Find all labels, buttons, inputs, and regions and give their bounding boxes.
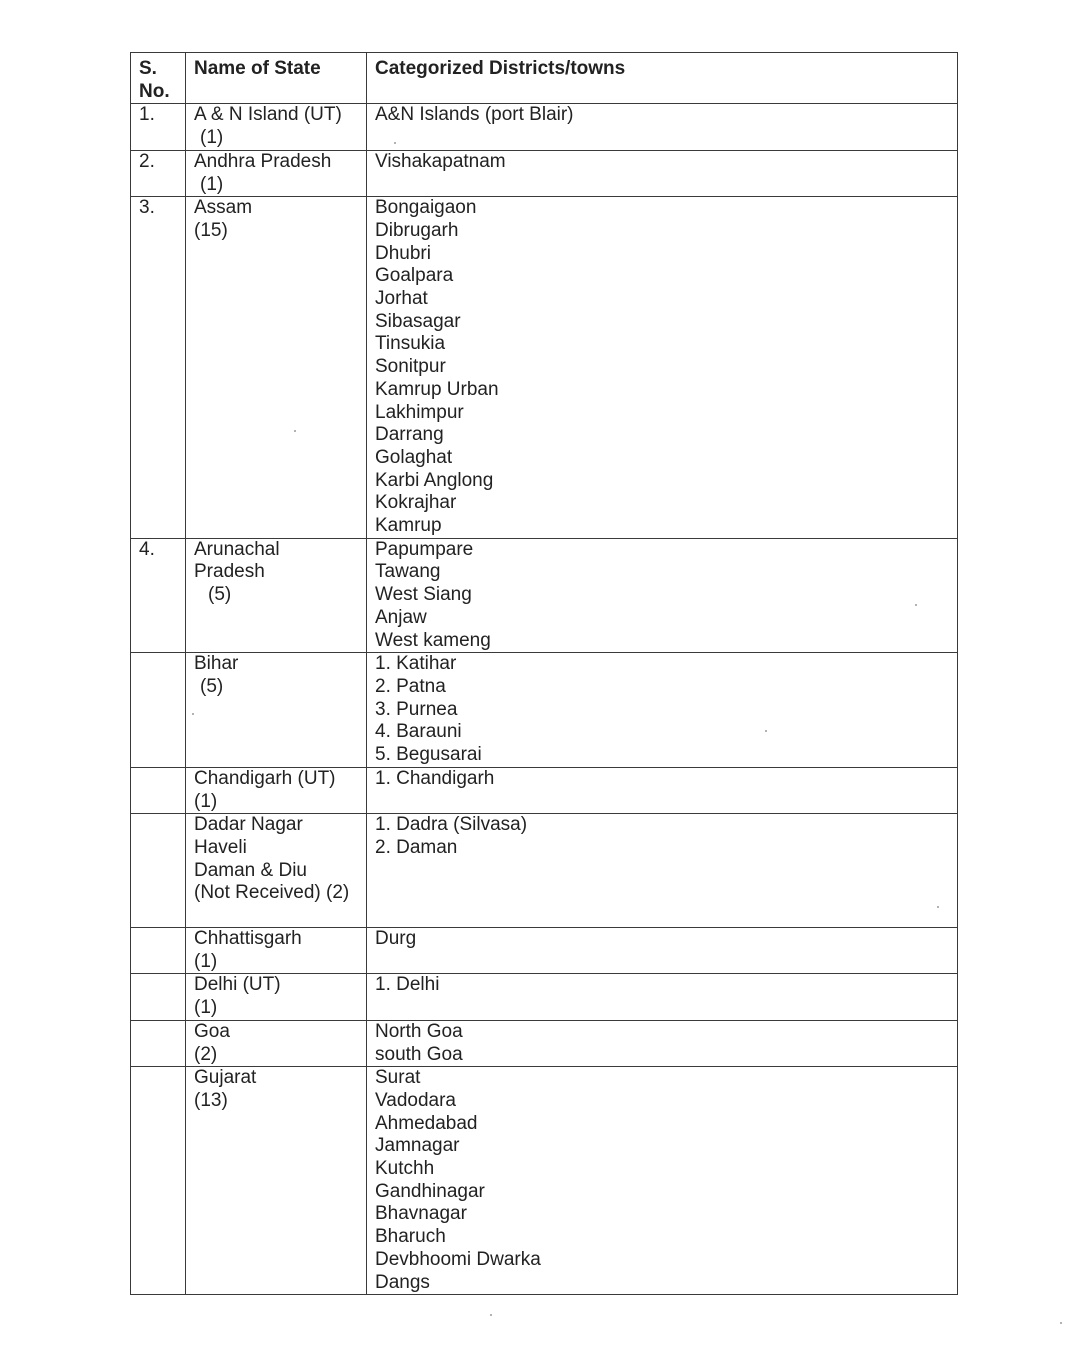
state-district-table — [130, 52, 958, 1295]
district-line: 1. Katihar — [375, 653, 457, 675]
table-row — [131, 974, 958, 1020]
state-line: Gujarat — [194, 1067, 257, 1089]
district-line: Durg — [375, 928, 417, 950]
district-line: Bongaigaon — [375, 197, 477, 219]
state-line: Goa — [194, 1020, 230, 1042]
district-line: A&N Islands (port Blair) — [375, 104, 574, 126]
district-line: 3. Purnea — [375, 698, 458, 720]
district-line: Gandhinagar — [375, 1180, 485, 1202]
state-cell — [186, 974, 367, 1020]
district-line: Jamnagar — [375, 1135, 460, 1157]
scan-speck — [294, 430, 296, 432]
district-line: Tawang — [375, 561, 441, 583]
districts-cell — [367, 767, 958, 813]
district-line: Sonitpur — [375, 356, 446, 378]
scan-speck — [394, 142, 396, 144]
state-line: Arunachal — [194, 538, 280, 560]
table-row — [131, 1067, 958, 1295]
state-line: (1) — [194, 997, 218, 1019]
sno-cell — [131, 974, 186, 1020]
table-row — [131, 150, 958, 196]
district-line: Anjaw — [375, 606, 427, 628]
table-row — [131, 104, 958, 150]
sno-cell: 2. — [131, 150, 186, 196]
district-line: Bhavnagar — [375, 1203, 467, 1225]
table-row — [131, 1020, 958, 1066]
districts-cell — [367, 197, 958, 539]
table-row — [131, 538, 958, 653]
districts-cell — [367, 1020, 958, 1066]
districts-cell — [367, 1067, 958, 1295]
state-line: Haveli — [194, 836, 247, 858]
district-line: Kokrajhar — [375, 492, 457, 514]
state-line: A & N Island (UT) — [194, 104, 342, 126]
state-line: (1) — [200, 173, 224, 195]
district-line: Devbhoomi Dwarka — [375, 1248, 541, 1270]
district-line: Kamrup Urban — [375, 378, 499, 400]
state-cell — [186, 1067, 367, 1295]
state-cell — [186, 150, 367, 196]
district-line: West Siang — [375, 584, 472, 606]
district-line: Lakhimpur — [375, 401, 464, 423]
district-line: 4. Barauni — [375, 721, 462, 743]
scan-speck — [937, 906, 939, 908]
district-line: Tinsukia — [375, 333, 446, 355]
district-line: Dibrugarh — [375, 219, 459, 241]
sno-cell — [131, 1067, 186, 1295]
districts-cell — [367, 974, 958, 1020]
sno-cell: 4. — [131, 538, 186, 653]
district-line: Dangs — [375, 1271, 430, 1293]
state-line: (Not Received) (2) — [194, 882, 350, 904]
state-line: (15) — [194, 219, 228, 241]
districts-cell — [367, 928, 958, 974]
district-line: West kameng — [375, 629, 491, 651]
district-line: 2. Patna — [375, 675, 446, 697]
state-line: Chandigarh (UT) — [194, 767, 336, 789]
state-cell — [186, 197, 367, 539]
table-row — [131, 814, 958, 928]
district-line: Karbi Anglong — [375, 469, 494, 491]
header-districts: Categorized Districts/towns — [367, 53, 958, 104]
scan-speck — [490, 1314, 492, 1316]
district-line: 5. Begusarai — [375, 744, 482, 766]
sno-cell — [131, 928, 186, 974]
table-body — [131, 104, 958, 1295]
state-line: Andhra Pradesh — [194, 150, 332, 172]
state-cell — [186, 104, 367, 150]
state-line: (1) — [194, 790, 218, 812]
district-line: Jorhat — [375, 288, 428, 310]
district-line: Ahmedabad — [375, 1112, 478, 1134]
state-cell — [186, 814, 367, 928]
district-line: Golaghat — [375, 446, 453, 468]
state-line: (1) — [194, 950, 218, 972]
scan-speck — [192, 713, 194, 715]
district-line: 1. Delhi — [375, 974, 440, 996]
scan-speck — [915, 604, 917, 606]
state-line: Dadar Nagar — [194, 814, 303, 836]
state-line: Pradesh — [194, 561, 265, 583]
table-header-row — [131, 53, 958, 104]
districts-cell — [367, 150, 958, 196]
table-row — [131, 653, 958, 768]
state-line: Bihar — [194, 653, 239, 675]
state-line: (5) — [200, 675, 224, 697]
state-cell — [186, 1020, 367, 1066]
district-line: Sibasagar — [375, 310, 461, 332]
state-line: (13) — [194, 1089, 228, 1111]
district-line: Dhubri — [375, 242, 431, 264]
sno-cell: 3. — [131, 197, 186, 539]
header-sno: S. No. — [131, 53, 186, 104]
state-line: Daman & Diu — [194, 859, 307, 881]
district-line: North Goa — [375, 1020, 463, 1042]
state-line: (1) — [200, 127, 224, 149]
state-line: Assam — [194, 197, 253, 219]
district-line: Papumpare — [375, 538, 474, 560]
table-row — [131, 928, 958, 974]
header-state: Name of State — [186, 53, 367, 104]
district-line: Vadodara — [375, 1089, 456, 1111]
sno-cell — [131, 767, 186, 813]
sno-cell — [131, 814, 186, 928]
district-line: Darrang — [375, 424, 444, 446]
district-line: Bharuch — [375, 1226, 446, 1248]
districts-cell — [367, 104, 958, 150]
state-cell — [186, 653, 367, 768]
sno-cell — [131, 1020, 186, 1066]
districts-cell — [367, 814, 958, 928]
state-line: Chhattisgarh — [194, 928, 302, 950]
districts-cell — [367, 538, 958, 653]
scan-speck — [765, 730, 767, 732]
district-line: Kutchh — [375, 1158, 435, 1180]
sno-cell: 1. — [131, 104, 186, 150]
district-line: 1. Dadra (Silvasa) — [375, 814, 528, 836]
district-line: Surat — [375, 1067, 421, 1089]
district-line: south Goa — [375, 1043, 463, 1065]
district-line: 2. Daman — [375, 836, 458, 858]
state-line: Delhi (UT) — [194, 974, 281, 996]
district-line: 1. Chandigarh — [375, 767, 495, 789]
districts-cell — [367, 653, 958, 768]
table-row — [131, 197, 958, 539]
table-row — [131, 767, 958, 813]
state-cell — [186, 928, 367, 974]
district-line: Kamrup — [375, 515, 442, 537]
scan-speck — [1060, 1322, 1062, 1324]
sno-cell — [131, 653, 186, 768]
state-cell — [186, 767, 367, 813]
district-line: Vishakapatnam — [375, 150, 506, 172]
state-line: (5) — [208, 584, 232, 606]
district-line: Goalpara — [375, 265, 454, 287]
state-cell — [186, 538, 367, 653]
state-line: (2) — [194, 1043, 218, 1065]
